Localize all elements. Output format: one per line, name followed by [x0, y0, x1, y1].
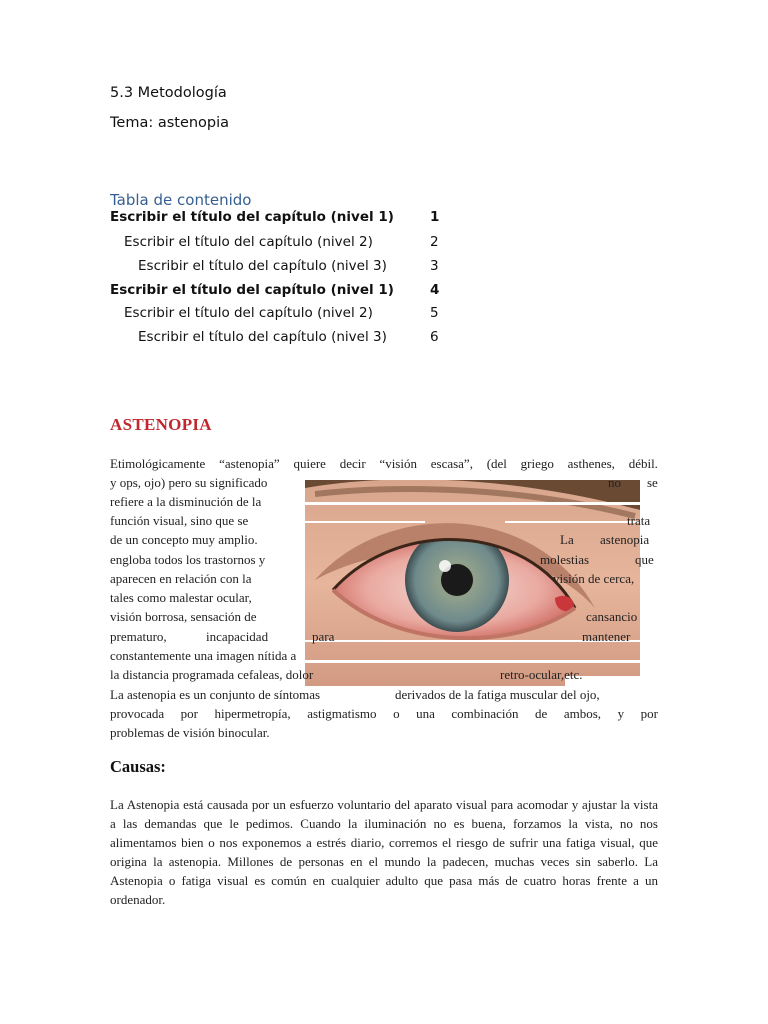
- text-line: prematuro,: [110, 629, 167, 644]
- toc-entry[interactable]: Escribir el título del capítulo (nivel 1) 4: [110, 282, 440, 298]
- text-line: problemas de visión binocular.: [110, 725, 270, 740]
- text-line: la distancia programada cefaleas, dolor: [110, 667, 314, 682]
- text-line: molestias: [540, 552, 590, 567]
- text-line: provocada por hipermetropía, astigmatismo o una combinación de ambos, y por: [110, 706, 658, 721]
- text-line: no: [608, 475, 621, 490]
- text-line: trata: [627, 513, 651, 528]
- text-line: para: [312, 629, 335, 644]
- text-line: tales como malestar ocular,: [110, 590, 252, 605]
- causas-title: Causas:: [110, 757, 166, 776]
- text-line: visión borrosa, sensación de: [110, 609, 257, 624]
- astenopia-title: ASTENOPIA: [110, 415, 212, 434]
- text-line: y ops, ojo) pero su significado: [110, 475, 268, 490]
- text-line: de un concepto muy amplio.: [110, 532, 258, 547]
- text-line: La: [560, 532, 574, 547]
- text-line: visión de cerca,: [553, 571, 635, 586]
- section-heading: 5.3 Metodología: [110, 85, 227, 101]
- text-line: función visual, sino que se: [110, 513, 249, 528]
- text-line: constantemente una imagen nítida a: [110, 648, 297, 663]
- text-line: se: [647, 475, 658, 490]
- text-line: que: [635, 552, 654, 567]
- text-line: astenopia: [600, 532, 650, 547]
- text-line: refiere a la disminución de la: [110, 494, 262, 509]
- text-line: engloba todos los trastornos y: [110, 552, 266, 567]
- toc-entry[interactable]: Escribir el título del capítulo (nivel 1) 1: [110, 209, 440, 225]
- toc-entry[interactable]: Escribir el título del capítulo (nivel 2) 2: [124, 234, 439, 250]
- text-line: retro-ocular,etc.: [500, 667, 583, 682]
- causas-paragraph: La Astenopia está causada por un esfuerzo voluntario del aparato visual para acomodar y ajustar la vista a las demandas que le pedimos. Cuando la iluminación no es buena, forzamos la vista, no nos alimentamos bien o nos exponemos a estrés diario, corremos el riesgo de sufrir una fatiga visual, que origina la astenopia. Millones de personas en el mundo la padecen, muchas veces sin saberlo. La Astenopia o fatiga visual es común en cualquier adulto que pasa más de cuatro horas frente a un ordenador.: [110, 797, 658, 907]
- toc-entry[interactable]: Escribir el título del capítulo (nivel 2) 5: [124, 305, 439, 321]
- text-line: incapacidad: [206, 629, 269, 644]
- topic-heading: Tema: astenopia: [110, 115, 230, 131]
- text-line: Etimológicamente “astenopia” quiere decir “visión escasa”, (del griego asthenes, débil.: [110, 456, 658, 471]
- text-line: aparecen en relación con la: [110, 571, 252, 586]
- text-line: cansancio: [586, 609, 638, 624]
- toc-entry[interactable]: Escribir el título del capítulo (nivel 3) 3: [138, 258, 439, 274]
- text-line: La astenopia es un conjunto de síntomas: [110, 687, 321, 702]
- text-line: derivados de la fatiga muscular del ojo,: [395, 687, 600, 702]
- toc-title: Tabla de contenido: [110, 191, 252, 209]
- text-line: mantener: [582, 629, 631, 644]
- toc-entry[interactable]: Escribir el título del capítulo (nivel 3) 6: [138, 329, 439, 345]
